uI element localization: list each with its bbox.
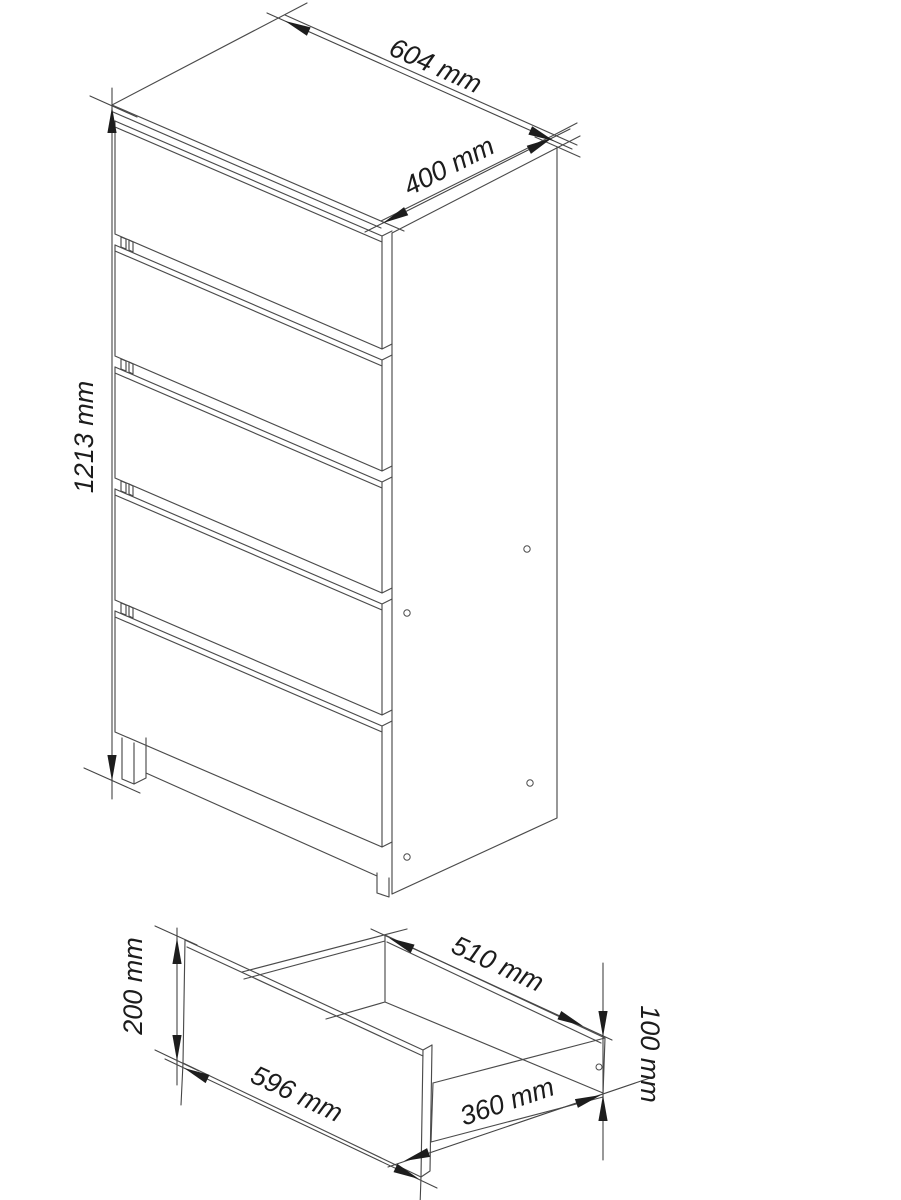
dim-label-drawer-inner-width: 510 mm — [447, 929, 549, 998]
dim-label-drawer-inner-depth: 360 mm — [456, 1071, 559, 1132]
drawer-cam-hole — [596, 1064, 602, 1070]
dim-label-drawer-front-height: 200 mm — [118, 937, 148, 1035]
cabinet-side-panel — [392, 147, 557, 894]
drawer-detail-view — [118, 926, 665, 1200]
dim-label-cabinet-height: 1213 mm — [69, 380, 99, 494]
dimension-arrowhead — [172, 1035, 181, 1061]
cabinet-base-and-legs — [122, 738, 389, 897]
dimension-arrowhead — [598, 1011, 607, 1037]
cam-hole — [404, 854, 410, 860]
cam-hole — [524, 546, 530, 552]
dimension-arrowhead — [598, 1095, 607, 1121]
dimension-arrowhead — [393, 1164, 419, 1179]
dim-label-cabinet-depth: 400 mm — [398, 130, 500, 202]
dimension-arrowhead — [527, 138, 552, 154]
dimension-arrowhead — [383, 207, 408, 223]
cam-hole — [527, 780, 533, 786]
drawer-front-panel — [183, 940, 432, 1177]
dimension-arrowhead — [285, 21, 311, 36]
dimension-arrowhead — [404, 1148, 430, 1161]
dim-label-drawer-side-height: 100 mm — [635, 1005, 665, 1103]
cabinet-top-face — [112, 3, 580, 233]
dimension-arrowhead — [575, 1095, 601, 1108]
dimension-arrowhead — [107, 107, 116, 133]
cabinet-view — [69, 3, 580, 897]
drawer-gap-notches — [121, 237, 133, 618]
cabinet-drawer-fronts — [115, 121, 392, 847]
dimension-arrowhead — [389, 938, 415, 953]
dim-label-cabinet-width: 604 mm — [385, 32, 487, 100]
dimension-arrowhead — [172, 938, 181, 964]
dim-label-drawer-front-width: 596 mm — [246, 1059, 348, 1129]
dimension-arrowhead — [107, 755, 116, 781]
cam-hole — [404, 610, 410, 616]
